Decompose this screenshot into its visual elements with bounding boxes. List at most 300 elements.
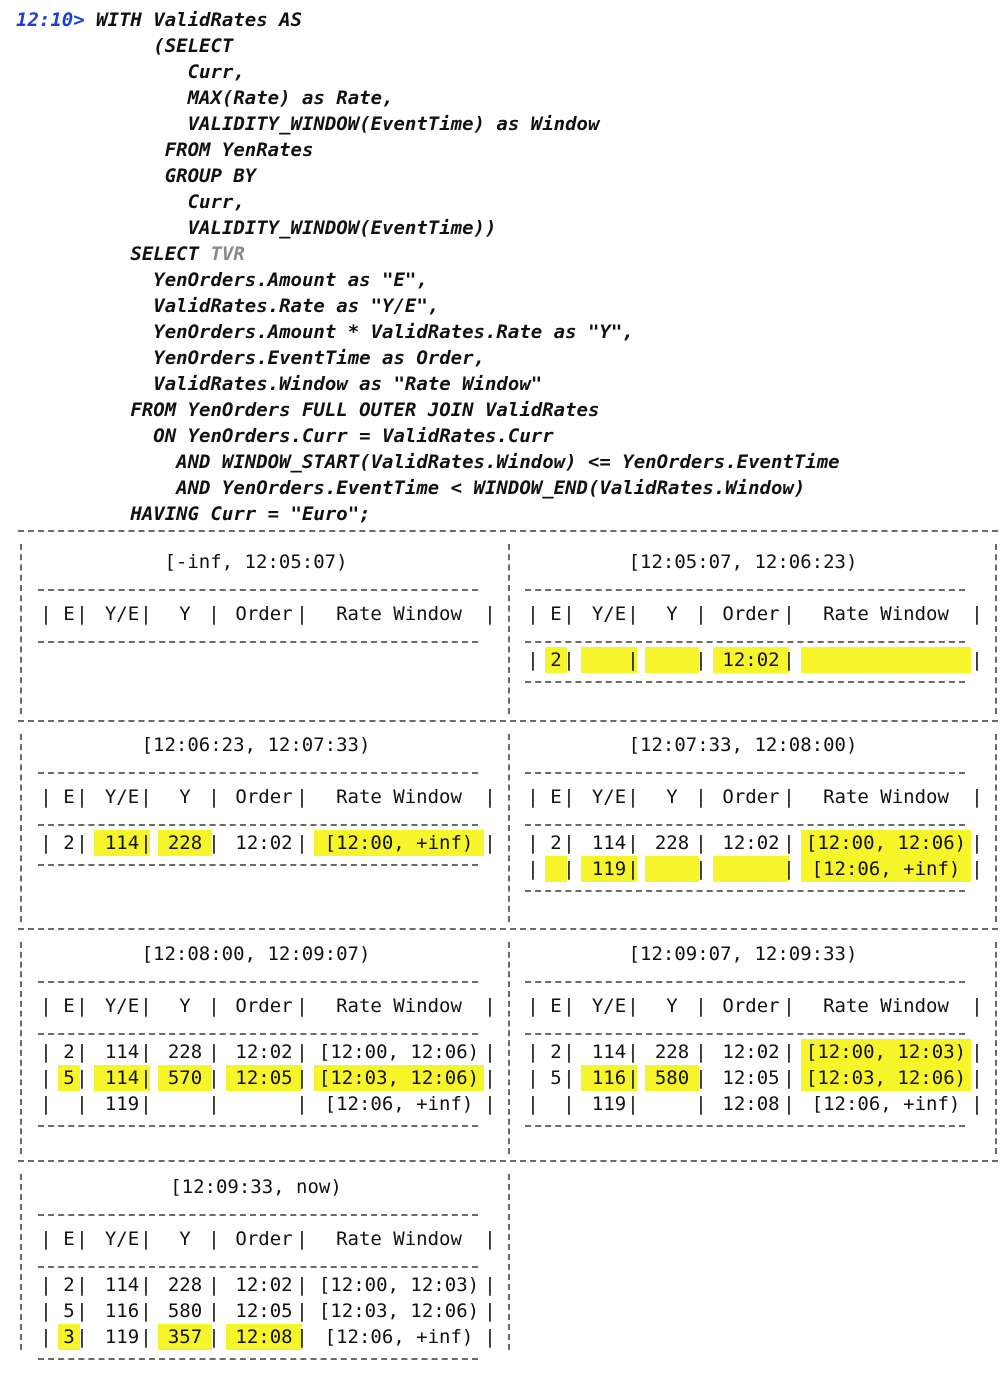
column-separator: | <box>783 832 795 854</box>
table-row <box>38 1324 498 1350</box>
query-line: MAX(Rate) as Rate, <box>16 87 394 109</box>
column-header: Rate Window <box>823 786 949 808</box>
column-separator: | <box>76 1041 88 1063</box>
table-cell-ye: 119 <box>104 1326 140 1348</box>
column-header: Order <box>722 603 780 625</box>
column-header: E <box>550 603 562 625</box>
query-line: Curr, <box>16 191 245 213</box>
column-separator: | <box>76 1326 88 1348</box>
query-line: VALIDITY_WINDOW(EventTime) as Window <box>16 113 600 135</box>
panel-border <box>20 544 22 714</box>
table-row <box>38 830 498 856</box>
table-cell-rw: [12:00, +inf) <box>314 830 484 856</box>
column-separator: | <box>140 1300 152 1322</box>
window-panel <box>505 732 981 932</box>
table-border <box>38 864 478 866</box>
column-separator: | <box>208 603 220 625</box>
column-separator: | <box>563 1067 575 1089</box>
table-cell-order: 12:02 <box>235 1041 293 1063</box>
panel-border <box>20 734 22 922</box>
column-separator: | <box>971 786 983 808</box>
column-separator: | <box>695 995 707 1017</box>
table-cell-y: 228 <box>167 1041 203 1063</box>
table-cell-order: 12:08 <box>226 1324 302 1350</box>
section-divider <box>18 530 998 532</box>
table-cell-rw: [12:00, 12:06) <box>801 830 971 856</box>
prompt-timestamp: 12:10> <box>16 9 85 31</box>
column-separator: | <box>140 1228 152 1250</box>
table-header <box>38 1226 498 1252</box>
column-separator: | <box>971 1067 983 1089</box>
table-header <box>525 601 985 627</box>
column-separator: | <box>627 832 639 854</box>
column-separator: | <box>783 603 795 625</box>
column-separator: | <box>971 995 983 1017</box>
column-header: E <box>63 995 75 1017</box>
window-title: [-inf, 12:05:07) <box>164 551 348 573</box>
table-cell-y: 228 <box>158 830 212 856</box>
table-border <box>38 589 478 591</box>
table-border <box>38 1214 478 1216</box>
column-header: Rate Window <box>336 603 462 625</box>
column-separator: | <box>627 1093 639 1115</box>
table-row <box>525 1039 985 1065</box>
table-cell-ye: 119 <box>581 856 637 882</box>
table-row <box>38 1039 498 1065</box>
column-separator: | <box>208 995 220 1017</box>
column-separator: | <box>140 1041 152 1063</box>
table-cell-e: 2 <box>63 832 75 854</box>
column-separator: | <box>627 649 639 671</box>
table-row <box>525 647 985 673</box>
column-separator: | <box>527 649 539 671</box>
column-header: Y <box>179 995 191 1017</box>
column-separator: | <box>627 603 639 625</box>
column-separator: | <box>208 786 220 808</box>
table-row <box>525 1065 985 1091</box>
window-panel <box>505 549 981 749</box>
table-cell-y: 357 <box>158 1324 212 1350</box>
query-line: (SELECT <box>16 35 234 57</box>
table-row <box>38 1272 498 1298</box>
column-separator: | <box>563 858 575 880</box>
table-row <box>525 1091 985 1117</box>
column-separator: | <box>40 1326 52 1348</box>
column-separator: | <box>484 603 496 625</box>
table-cell-ye: 114 <box>94 1065 150 1091</box>
window-title: [12:05:07, 12:06:23) <box>628 551 858 573</box>
table-cell-y <box>645 647 699 673</box>
column-header: Y/E <box>104 603 140 625</box>
table-cell-rw: [12:06, +inf) <box>324 1093 474 1115</box>
column-separator: | <box>76 1274 88 1296</box>
column-separator: | <box>40 1067 52 1089</box>
table-cell-order <box>713 856 789 882</box>
column-separator: | <box>484 1274 496 1296</box>
table-cell-order: 12:02 <box>235 1274 293 1296</box>
column-separator: | <box>40 1228 52 1250</box>
column-separator: | <box>208 1274 220 1296</box>
column-separator: | <box>695 1041 707 1063</box>
query-line: AND WINDOW_START(ValidRates.Window) <= YenOrders.EventTime <box>16 451 840 473</box>
column-separator: | <box>296 603 308 625</box>
column-separator: | <box>563 786 575 808</box>
table-cell-e: 3 <box>58 1324 80 1350</box>
table-cell-order: 12:02 <box>722 832 780 854</box>
table-cell-e: 5 <box>550 1067 562 1089</box>
column-separator: | <box>296 1041 308 1063</box>
column-separator: | <box>627 1041 639 1063</box>
column-header: Y/E <box>591 786 627 808</box>
column-separator: | <box>695 858 707 880</box>
column-separator: | <box>971 603 983 625</box>
table-header <box>525 784 985 810</box>
query-line: YenOrders.Amount * ValidRates.Rate as "Y", <box>16 321 634 343</box>
panel-border <box>508 1174 510 1350</box>
column-separator: | <box>140 832 152 854</box>
query-line: FROM YenRates <box>16 139 314 161</box>
column-separator: | <box>783 1093 795 1115</box>
table-border <box>525 890 965 892</box>
query-line: ON YenOrders.Curr = ValidRates.Curr <box>16 425 554 447</box>
column-header: Order <box>722 786 780 808</box>
query-line: HAVING Curr = "Euro"; <box>16 503 371 525</box>
column-header: Y <box>666 995 678 1017</box>
column-separator: | <box>76 603 88 625</box>
column-separator: | <box>484 1326 496 1348</box>
column-separator: | <box>40 1300 52 1322</box>
window-title: [12:07:33, 12:08:00) <box>628 734 858 756</box>
table-border <box>38 981 478 983</box>
table-cell-e: 2 <box>63 1041 75 1063</box>
window-title: [12:06:23, 12:07:33) <box>141 734 371 756</box>
column-separator: | <box>484 832 496 854</box>
table-row <box>525 856 985 882</box>
query-line: AND YenOrders.EventTime < WINDOW_END(ValidRates.Window) <box>16 477 806 499</box>
column-separator: | <box>527 786 539 808</box>
table-cell-y: 228 <box>167 1274 203 1296</box>
column-separator: | <box>627 858 639 880</box>
table-cell-order: 12:05 <box>722 1067 780 1089</box>
table-cell-rw: [12:03, 12:06) <box>314 1065 484 1091</box>
panel-border <box>995 544 997 714</box>
column-separator: | <box>971 832 983 854</box>
column-separator: | <box>971 858 983 880</box>
column-separator: | <box>40 1274 52 1296</box>
table-cell-rw: [12:03, 12:06) <box>801 1065 971 1091</box>
table-cell-y <box>645 856 699 882</box>
column-separator: | <box>527 858 539 880</box>
column-separator: | <box>140 1093 152 1115</box>
panel-border <box>508 544 510 714</box>
column-separator: | <box>208 1067 220 1089</box>
table-cell-y <box>645 1091 699 1117</box>
window-panel <box>18 941 494 1141</box>
table-cell-y: 228 <box>654 832 690 854</box>
column-header: Y <box>179 603 191 625</box>
table-row <box>38 1091 498 1117</box>
column-separator: | <box>76 832 88 854</box>
section-divider <box>18 1160 998 1162</box>
column-header: E <box>550 995 562 1017</box>
column-separator: | <box>484 995 496 1017</box>
table-border <box>38 1266 478 1268</box>
table-cell-ye: 114 <box>104 1274 140 1296</box>
table-border <box>525 1033 965 1035</box>
table-cell-y: 570 <box>158 1065 212 1091</box>
column-separator: | <box>695 786 707 808</box>
column-separator: | <box>627 1067 639 1089</box>
query-line: ValidRates.Rate as "Y/E", <box>16 295 440 317</box>
table-header <box>525 993 985 1019</box>
column-separator: | <box>527 603 539 625</box>
table-border <box>525 641 965 643</box>
column-header: Rate Window <box>336 995 462 1017</box>
column-separator: | <box>296 995 308 1017</box>
table-cell-ye: 114 <box>94 830 150 856</box>
column-header: Y/E <box>591 995 627 1017</box>
table-cell-rw: [12:00, 12:03) <box>801 1039 971 1065</box>
table-border <box>525 824 965 826</box>
column-separator: | <box>563 1093 575 1115</box>
column-separator: | <box>40 1093 52 1115</box>
column-header: Y <box>666 786 678 808</box>
query-line: FROM YenOrders FULL OUTER JOIN ValidRates <box>16 399 600 421</box>
table-cell-order: 12:08 <box>722 1093 780 1115</box>
table-cell-rw: [12:06, +inf) <box>801 856 971 882</box>
column-separator: | <box>140 1274 152 1296</box>
window-title: [12:08:00, 12:09:07) <box>141 943 371 965</box>
table-cell-e: 5 <box>63 1300 75 1322</box>
column-header: Order <box>235 603 293 625</box>
table-border <box>38 1033 478 1035</box>
window-title: [12:09:33, now) <box>170 1176 342 1198</box>
tvr-keyword: TVR <box>210 243 245 265</box>
table-cell-ye: 116 <box>581 1065 637 1091</box>
column-separator: | <box>527 832 539 854</box>
column-separator: | <box>140 603 152 625</box>
table-cell-rw: [12:00, 12:06) <box>318 1041 480 1063</box>
window-panel <box>18 1174 494 1374</box>
column-separator: | <box>140 1067 152 1089</box>
window-panel <box>18 549 494 749</box>
table-cell-e: 2 <box>63 1274 75 1296</box>
table-header <box>38 784 498 810</box>
window-panel <box>505 941 981 1141</box>
table-border <box>38 1125 478 1127</box>
table-cell-rw: [12:03, 12:06) <box>318 1300 480 1322</box>
query-line: VALIDITY_WINDOW(EventTime)) <box>16 217 497 239</box>
column-separator: | <box>208 832 220 854</box>
column-header: E <box>63 1228 75 1250</box>
table-cell-order: 12:05 <box>226 1065 302 1091</box>
column-header: Y <box>179 786 191 808</box>
column-separator: | <box>40 1041 52 1063</box>
column-separator: | <box>563 1041 575 1063</box>
table-cell-ye: 116 <box>104 1300 140 1322</box>
column-separator: | <box>296 786 308 808</box>
column-separator: | <box>76 995 88 1017</box>
table-border <box>38 824 478 826</box>
table-cell-rw: [12:06, +inf) <box>811 1093 961 1115</box>
column-separator: | <box>627 995 639 1017</box>
table-border <box>525 772 965 774</box>
column-separator: | <box>140 1326 152 1348</box>
table-cell-rw: [12:06, +inf) <box>324 1326 474 1348</box>
panel-border <box>995 734 997 922</box>
column-separator: | <box>971 1041 983 1063</box>
table-cell-e: 2 <box>550 832 562 854</box>
column-separator: | <box>76 1093 88 1115</box>
table-cell-y: 580 <box>167 1300 203 1322</box>
column-separator: | <box>484 1067 496 1089</box>
table-row <box>525 830 985 856</box>
query-line: SELECT TVR <box>16 243 245 265</box>
table-cell-e: 5 <box>58 1065 80 1091</box>
panel-border <box>20 1174 22 1350</box>
column-header: Y <box>666 603 678 625</box>
column-separator: | <box>695 1093 707 1115</box>
table-border <box>38 772 478 774</box>
table-cell-ye: 119 <box>591 1093 627 1115</box>
panel-border <box>995 942 997 1154</box>
column-separator: | <box>783 858 795 880</box>
column-separator: | <box>783 786 795 808</box>
table-cell-order: 12:05 <box>235 1300 293 1322</box>
table-cell-e: 2 <box>545 647 567 673</box>
table-border <box>38 641 478 643</box>
column-separator: | <box>627 786 639 808</box>
column-header: Rate Window <box>336 1228 462 1250</box>
table-row <box>38 1065 498 1091</box>
column-separator: | <box>40 995 52 1017</box>
table-cell-y: 228 <box>654 1041 690 1063</box>
column-separator: | <box>783 995 795 1017</box>
table-cell-ye: 114 <box>591 832 627 854</box>
table-cell-ye: 114 <box>104 1041 140 1063</box>
column-separator: | <box>296 1228 308 1250</box>
column-separator: | <box>208 1300 220 1322</box>
column-separator: | <box>695 649 707 671</box>
table-cell-ye: 114 <box>591 1041 627 1063</box>
table-border <box>38 1358 478 1360</box>
column-separator: | <box>76 1228 88 1250</box>
table-cell-order <box>226 1091 302 1117</box>
table-cell-order: 12:02 <box>722 1041 780 1063</box>
window-panel <box>18 732 494 932</box>
column-header: Order <box>235 995 293 1017</box>
column-separator: | <box>695 832 707 854</box>
column-separator: | <box>484 1093 496 1115</box>
column-separator: | <box>971 649 983 671</box>
column-separator: | <box>527 1041 539 1063</box>
column-header: Order <box>235 786 293 808</box>
column-separator: | <box>527 1093 539 1115</box>
table-cell-order: 12:02 <box>235 832 293 854</box>
column-separator: | <box>563 649 575 671</box>
column-separator: | <box>296 1326 308 1348</box>
column-header: Order <box>722 995 780 1017</box>
column-separator: | <box>140 995 152 1017</box>
column-header: Rate Window <box>823 995 949 1017</box>
table-border <box>525 589 965 591</box>
table-cell-rw <box>801 647 971 673</box>
column-separator: | <box>971 1093 983 1115</box>
column-header: Y/E <box>591 603 627 625</box>
panel-border <box>508 734 510 922</box>
column-separator: | <box>76 786 88 808</box>
column-separator: | <box>296 832 308 854</box>
column-separator: | <box>140 786 152 808</box>
column-header: E <box>63 603 75 625</box>
column-separator: | <box>208 1326 220 1348</box>
column-separator: | <box>40 786 52 808</box>
column-separator: | <box>296 1093 308 1115</box>
query-line: ValidRates.Window as "Rate Window" <box>16 373 543 395</box>
column-separator: | <box>40 603 52 625</box>
column-separator: | <box>208 1228 220 1250</box>
column-header: Y/E <box>104 786 140 808</box>
table-cell-y: 580 <box>645 1065 699 1091</box>
column-separator: | <box>783 1041 795 1063</box>
column-separator: | <box>296 1067 308 1089</box>
column-separator: | <box>484 786 496 808</box>
table-cell-rw: [12:00, 12:03) <box>318 1274 480 1296</box>
column-separator: | <box>783 1067 795 1089</box>
table-border <box>525 681 965 683</box>
column-separator: | <box>527 1067 539 1089</box>
column-separator: | <box>208 1041 220 1063</box>
table-border <box>525 1125 965 1127</box>
column-header: Y/E <box>104 1228 140 1250</box>
table-cell-order: 12:02 <box>713 647 789 673</box>
panel-border <box>20 942 22 1154</box>
column-separator: | <box>76 1067 88 1089</box>
table-cell-ye: 119 <box>104 1093 140 1115</box>
column-separator: | <box>527 995 539 1017</box>
column-separator: | <box>563 995 575 1017</box>
query-line: Curr, <box>16 61 245 83</box>
column-separator: | <box>296 1300 308 1322</box>
table-border <box>525 981 965 983</box>
column-header: Y/E <box>104 995 140 1017</box>
column-separator: | <box>484 1041 496 1063</box>
column-separator: | <box>695 1067 707 1089</box>
table-row <box>38 1298 498 1324</box>
column-separator: | <box>563 832 575 854</box>
panel-border <box>508 942 510 1154</box>
column-separator: | <box>484 1300 496 1322</box>
column-separator: | <box>484 1228 496 1250</box>
sql-query <box>16 7 840 527</box>
column-header: Order <box>235 1228 293 1250</box>
column-separator: | <box>208 1093 220 1115</box>
table-cell-e: 2 <box>550 1041 562 1063</box>
column-header: Rate Window <box>336 786 462 808</box>
query-line: GROUP BY <box>16 165 257 187</box>
column-separator: | <box>783 649 795 671</box>
column-separator: | <box>563 603 575 625</box>
table-header <box>38 601 498 627</box>
column-header: E <box>63 786 75 808</box>
column-header: Rate Window <box>823 603 949 625</box>
window-title: [12:09:07, 12:09:33) <box>628 943 858 965</box>
column-header: Y <box>179 1228 191 1250</box>
column-separator: | <box>695 603 707 625</box>
query-line: YenOrders.EventTime as Order, <box>16 347 485 369</box>
query-line: YenOrders.Amount as "E", <box>16 269 428 291</box>
column-header: E <box>550 786 562 808</box>
